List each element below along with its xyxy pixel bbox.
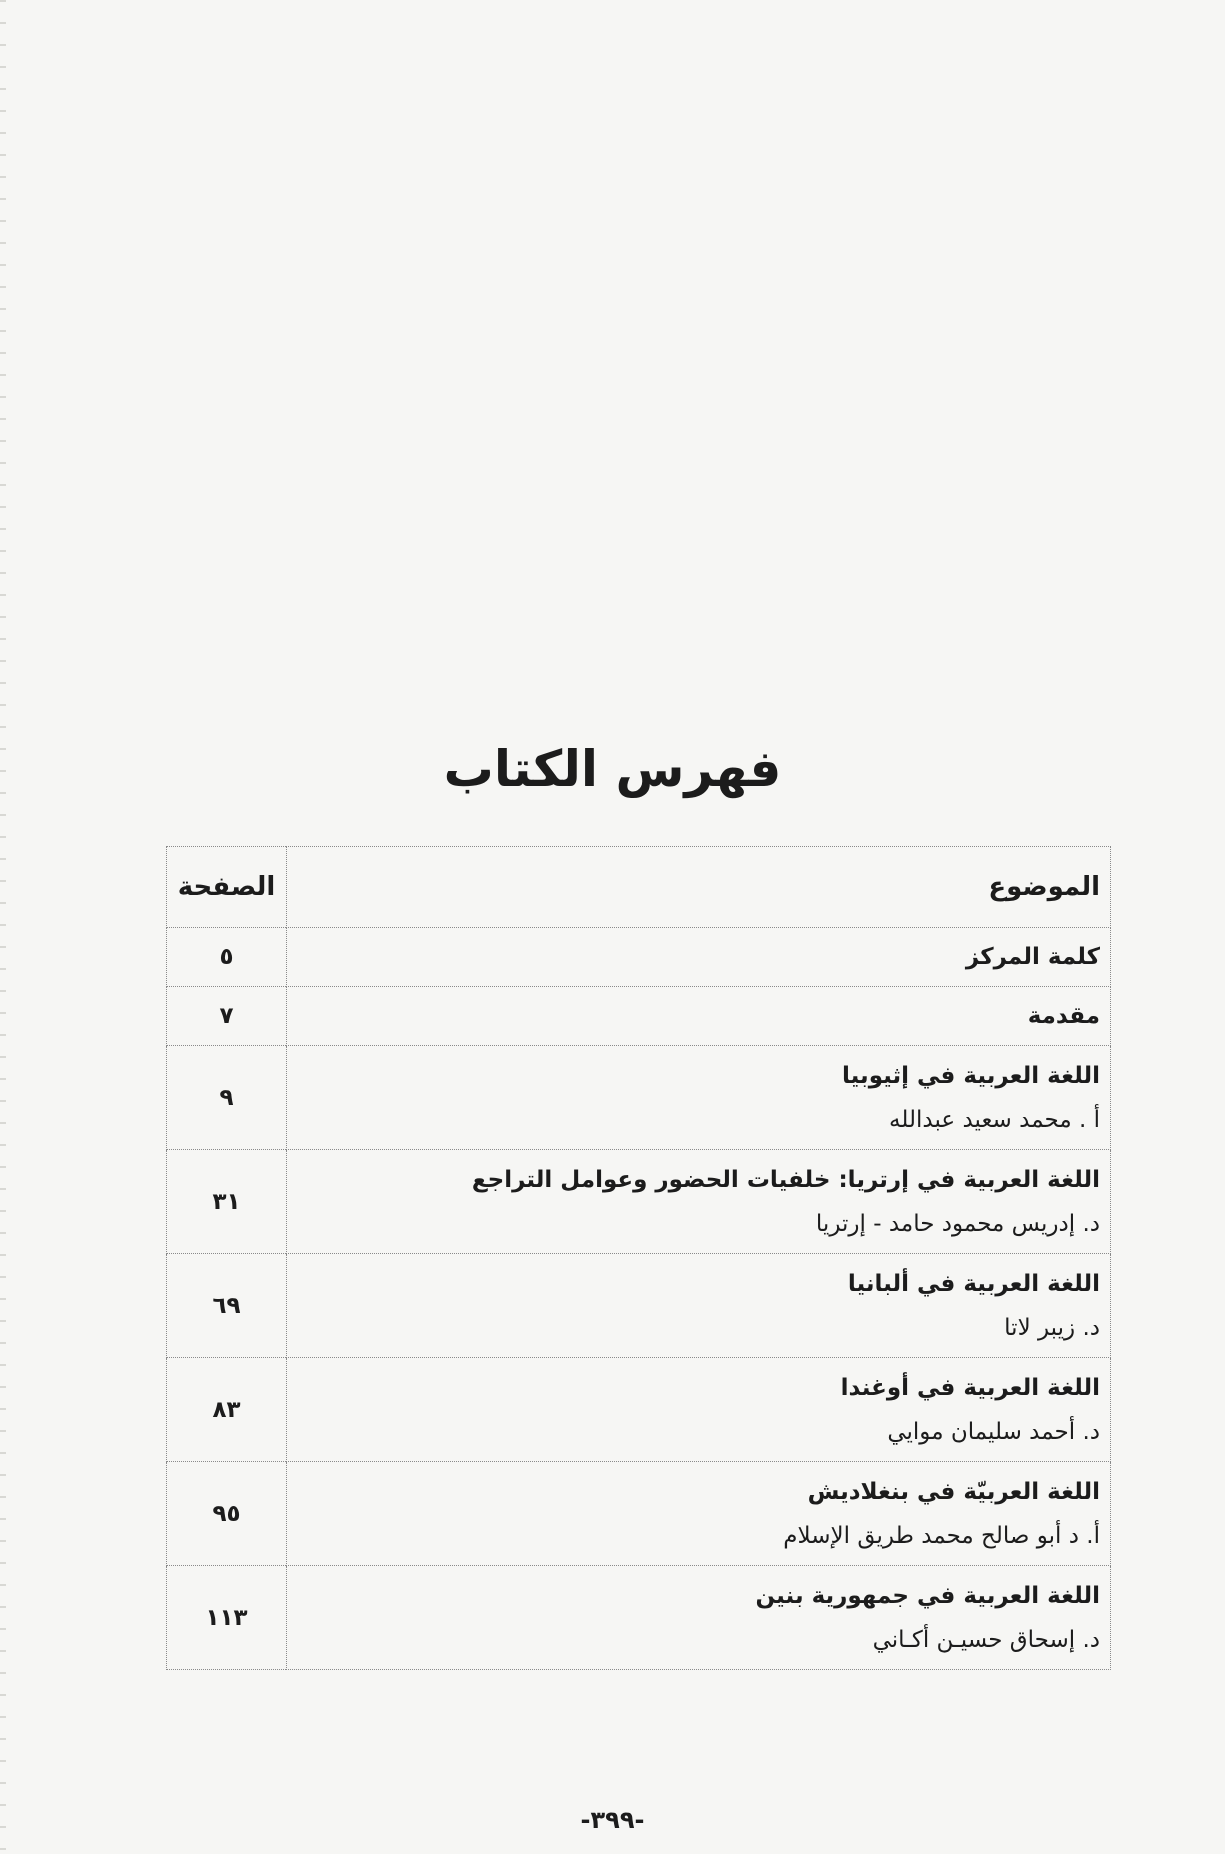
row-author: د. إدريس محمود حامد - إرتريا [815, 1210, 1100, 1237]
row-topic: اللغة العربية في إثيوبيا [842, 1062, 1100, 1089]
row-author: د. إسحاق حسيـن أكـاني [872, 1626, 1100, 1653]
table-row [167, 1358, 1111, 1462]
contents-table [166, 846, 1111, 1670]
table-header-row [167, 847, 1111, 928]
row-page: ٩٥ [167, 1462, 287, 1566]
page-number: -٣٩٩- [580, 1806, 645, 1834]
page-title: فهرس الكتاب [443, 739, 782, 798]
table-row [167, 928, 1111, 987]
row-topic: اللغة العربية في إرتريا: خلفيات الحضور وعوامل التراجع [471, 1166, 1100, 1193]
row-topic: مقدمة [1027, 1003, 1100, 1029]
table-row [167, 1462, 1111, 1566]
row-page: ٣١ [167, 1150, 287, 1254]
row-page: ٨٣ [167, 1358, 287, 1462]
row-author: د. أحمد سليمان موايي [887, 1418, 1100, 1445]
row-page: ٥ [167, 928, 287, 987]
row-page: ٦٩ [167, 1254, 287, 1358]
row-page: ٧ [167, 987, 287, 1046]
table-row [167, 1566, 1111, 1670]
header-page: الصفحة [167, 847, 287, 928]
row-topic: كلمة المركز [965, 944, 1100, 970]
table-row [167, 1254, 1111, 1358]
row-page: ٩ [167, 1046, 287, 1150]
table-row [167, 1046, 1111, 1150]
row-topic: اللغة العربية في ألبانيا [847, 1270, 1100, 1297]
row-author: د. زيبر لاتا [1004, 1314, 1100, 1341]
header-topic: الموضوع [287, 847, 1111, 928]
row-page: ١١٣ [167, 1566, 287, 1670]
table-row [167, 1150, 1111, 1254]
row-topic: اللغة العربية في أوغندا [840, 1374, 1100, 1401]
row-topic: اللغة العربيّة في بنغلاديش [807, 1478, 1100, 1505]
row-author: أ . محمد سعيد عبدالله [889, 1106, 1100, 1133]
row-topic: اللغة العربية في جمهورية بنين [755, 1582, 1100, 1609]
table-row [167, 987, 1111, 1046]
row-author: أ. د أبو صالح محمد طريق الإسلام [783, 1522, 1100, 1549]
page-edge [0, 0, 6, 1854]
